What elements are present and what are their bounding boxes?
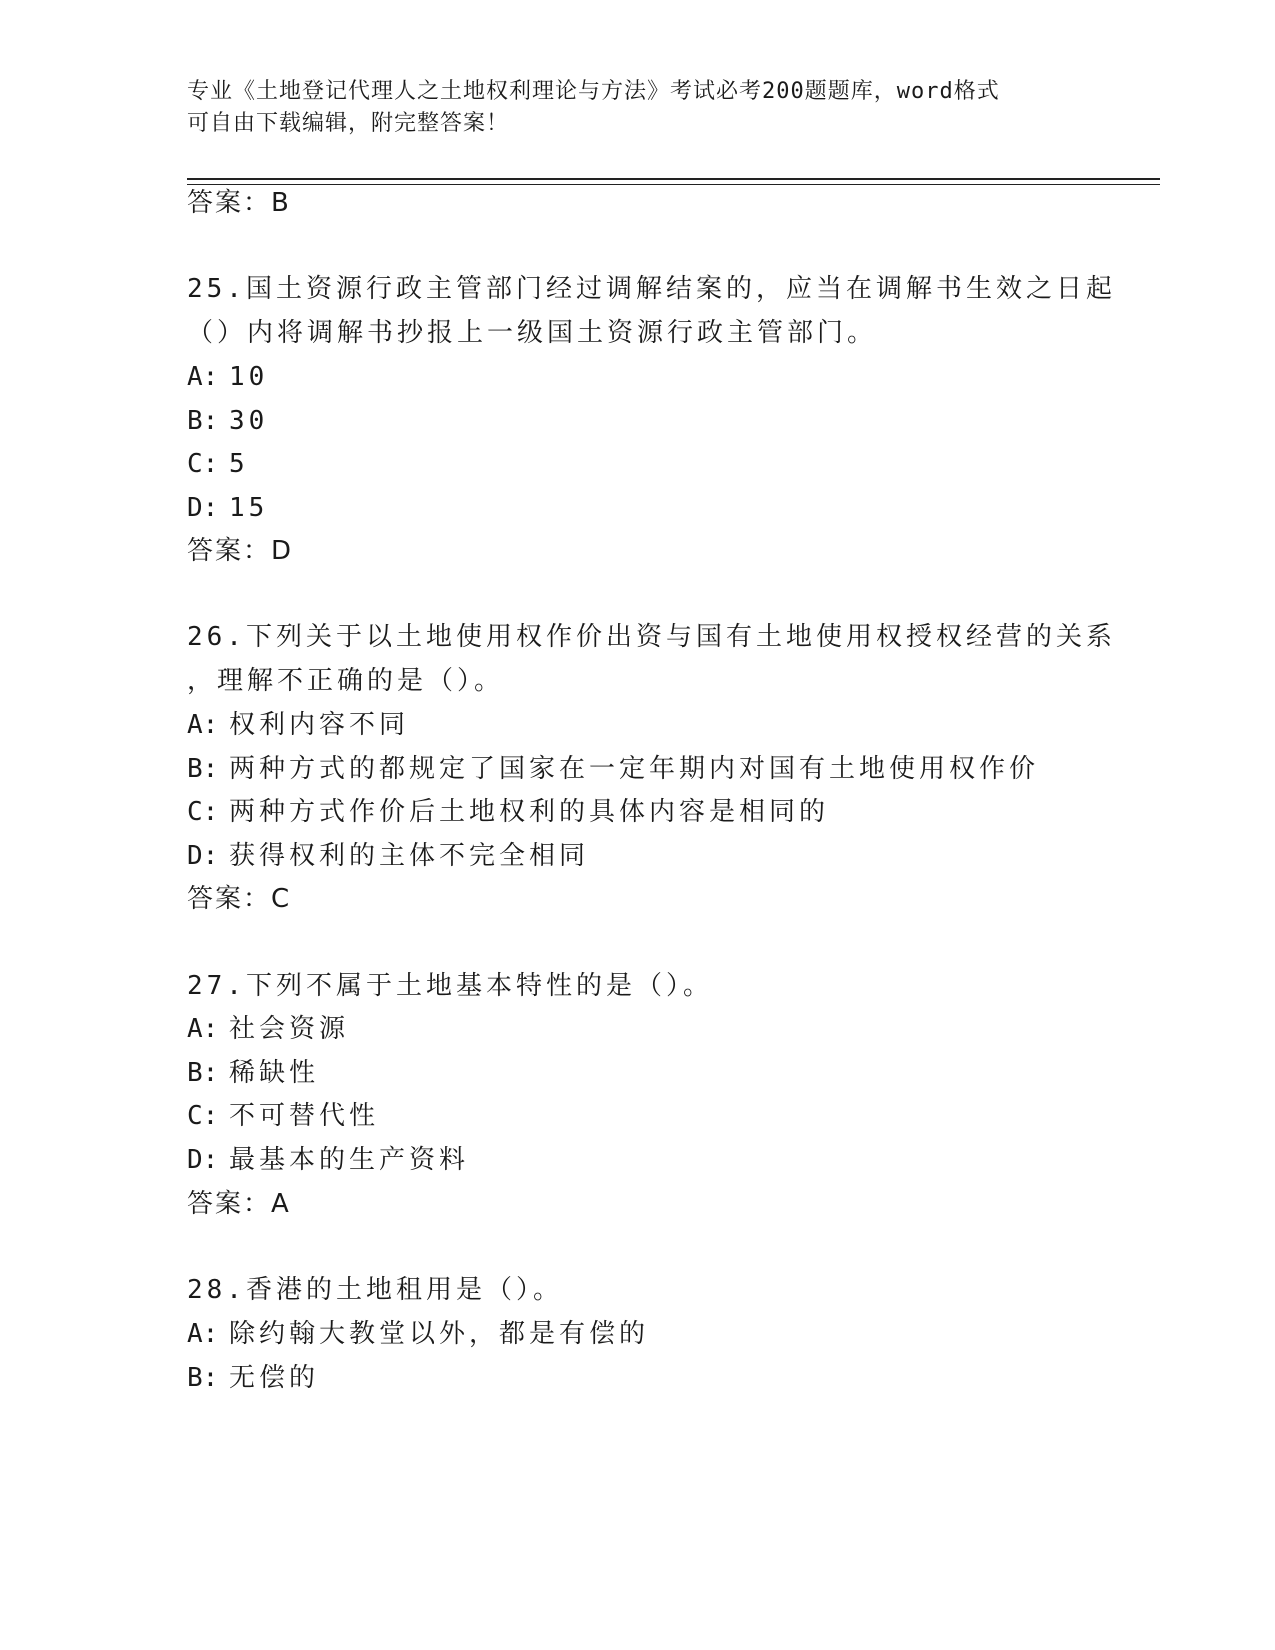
question-26-line-2: ，理解不正确的是（）。 xyxy=(187,666,505,696)
question-27-line-1: 27.下列不属于土地基本特性的是（）。 xyxy=(187,971,713,1001)
question-27-option-a xyxy=(187,1012,349,1046)
option-text: 两种方式作价后土地权利的具体内容是相同的 xyxy=(229,797,830,827)
option-text: 无偿的 xyxy=(229,1363,320,1393)
question-26-option-b xyxy=(187,752,1039,786)
question-27-option-b xyxy=(187,1056,319,1090)
option-label: D: xyxy=(187,841,219,871)
question-25-line-2: （）内将调解书抄报上一级国土资源行政主管部门。 xyxy=(187,318,878,348)
option-label: B: xyxy=(187,1363,219,1393)
header-line-1: 专业《土地登记代理人之土地权利理论与方法》考试必考200题题库，word格式 xyxy=(187,79,1000,104)
option-text: 除约翰大教堂以外，都是有偿的 xyxy=(229,1319,650,1349)
question-25-option-d xyxy=(187,491,268,525)
option-label: A: xyxy=(187,710,219,740)
previous-answer: 答案：B xyxy=(187,188,291,218)
question-25-line-1: 25.国土资源行政主管部门经过调解结案的，应当在调解书生效之日起 xyxy=(187,274,1116,304)
option-text: 权利内容不同 xyxy=(229,710,410,740)
question-26-option-c xyxy=(187,795,829,829)
question-27-option-c xyxy=(187,1099,379,1133)
option-text: 社会资源 xyxy=(229,1014,350,1044)
option-label: D: xyxy=(187,493,219,523)
option-label: C: xyxy=(187,1101,219,1131)
header-line-2: 可自由下载编辑，附完整答案！ xyxy=(187,111,510,136)
option-text: 15 xyxy=(229,493,269,523)
header-rule-thin xyxy=(187,184,1160,185)
question-28-line-1: 28.香港的土地租用是（）。 xyxy=(187,1275,563,1305)
option-label: B: xyxy=(187,1058,219,1088)
question-27-answer: 答案：A xyxy=(187,1189,291,1219)
option-text: 最基本的生产资料 xyxy=(229,1145,470,1175)
question-25-option-b xyxy=(187,404,268,438)
option-label: D: xyxy=(187,1145,219,1175)
option-label: A: xyxy=(187,1319,219,1349)
option-text: 不可替代性 xyxy=(229,1101,380,1131)
option-label: B: xyxy=(187,754,219,784)
question-25-option-c xyxy=(187,447,249,481)
question-28-option-a xyxy=(187,1317,649,1351)
option-label: A: xyxy=(187,1014,219,1044)
option-text: 5 xyxy=(229,449,249,479)
option-label: C: xyxy=(187,797,219,827)
header-rule-thick xyxy=(187,178,1160,180)
option-text: 10 xyxy=(229,362,269,392)
question-25-option-a xyxy=(187,360,268,394)
document-header xyxy=(187,76,1087,140)
option-label: C: xyxy=(187,449,219,479)
option-text: 30 xyxy=(229,406,269,436)
question-28-option-b xyxy=(187,1361,319,1395)
option-label: A: xyxy=(187,362,219,392)
option-label: B: xyxy=(187,406,219,436)
question-27-option-d xyxy=(187,1143,469,1177)
option-text: 两种方式的都规定了国家在一定年期内对国有土地使用权作价 xyxy=(229,754,1040,784)
option-text: 稀缺性 xyxy=(229,1058,320,1088)
question-26-answer: 答案：C xyxy=(187,884,292,914)
option-text: 获得权利的主体不完全相同 xyxy=(229,841,590,871)
question-25-answer: 答案：D xyxy=(187,536,294,566)
question-26-option-d xyxy=(187,839,589,873)
question-26-line-1: 26.下列关于以土地使用权作价出资与国有土地使用权授权经营的关系 xyxy=(187,622,1116,652)
question-26-option-a xyxy=(187,708,409,742)
